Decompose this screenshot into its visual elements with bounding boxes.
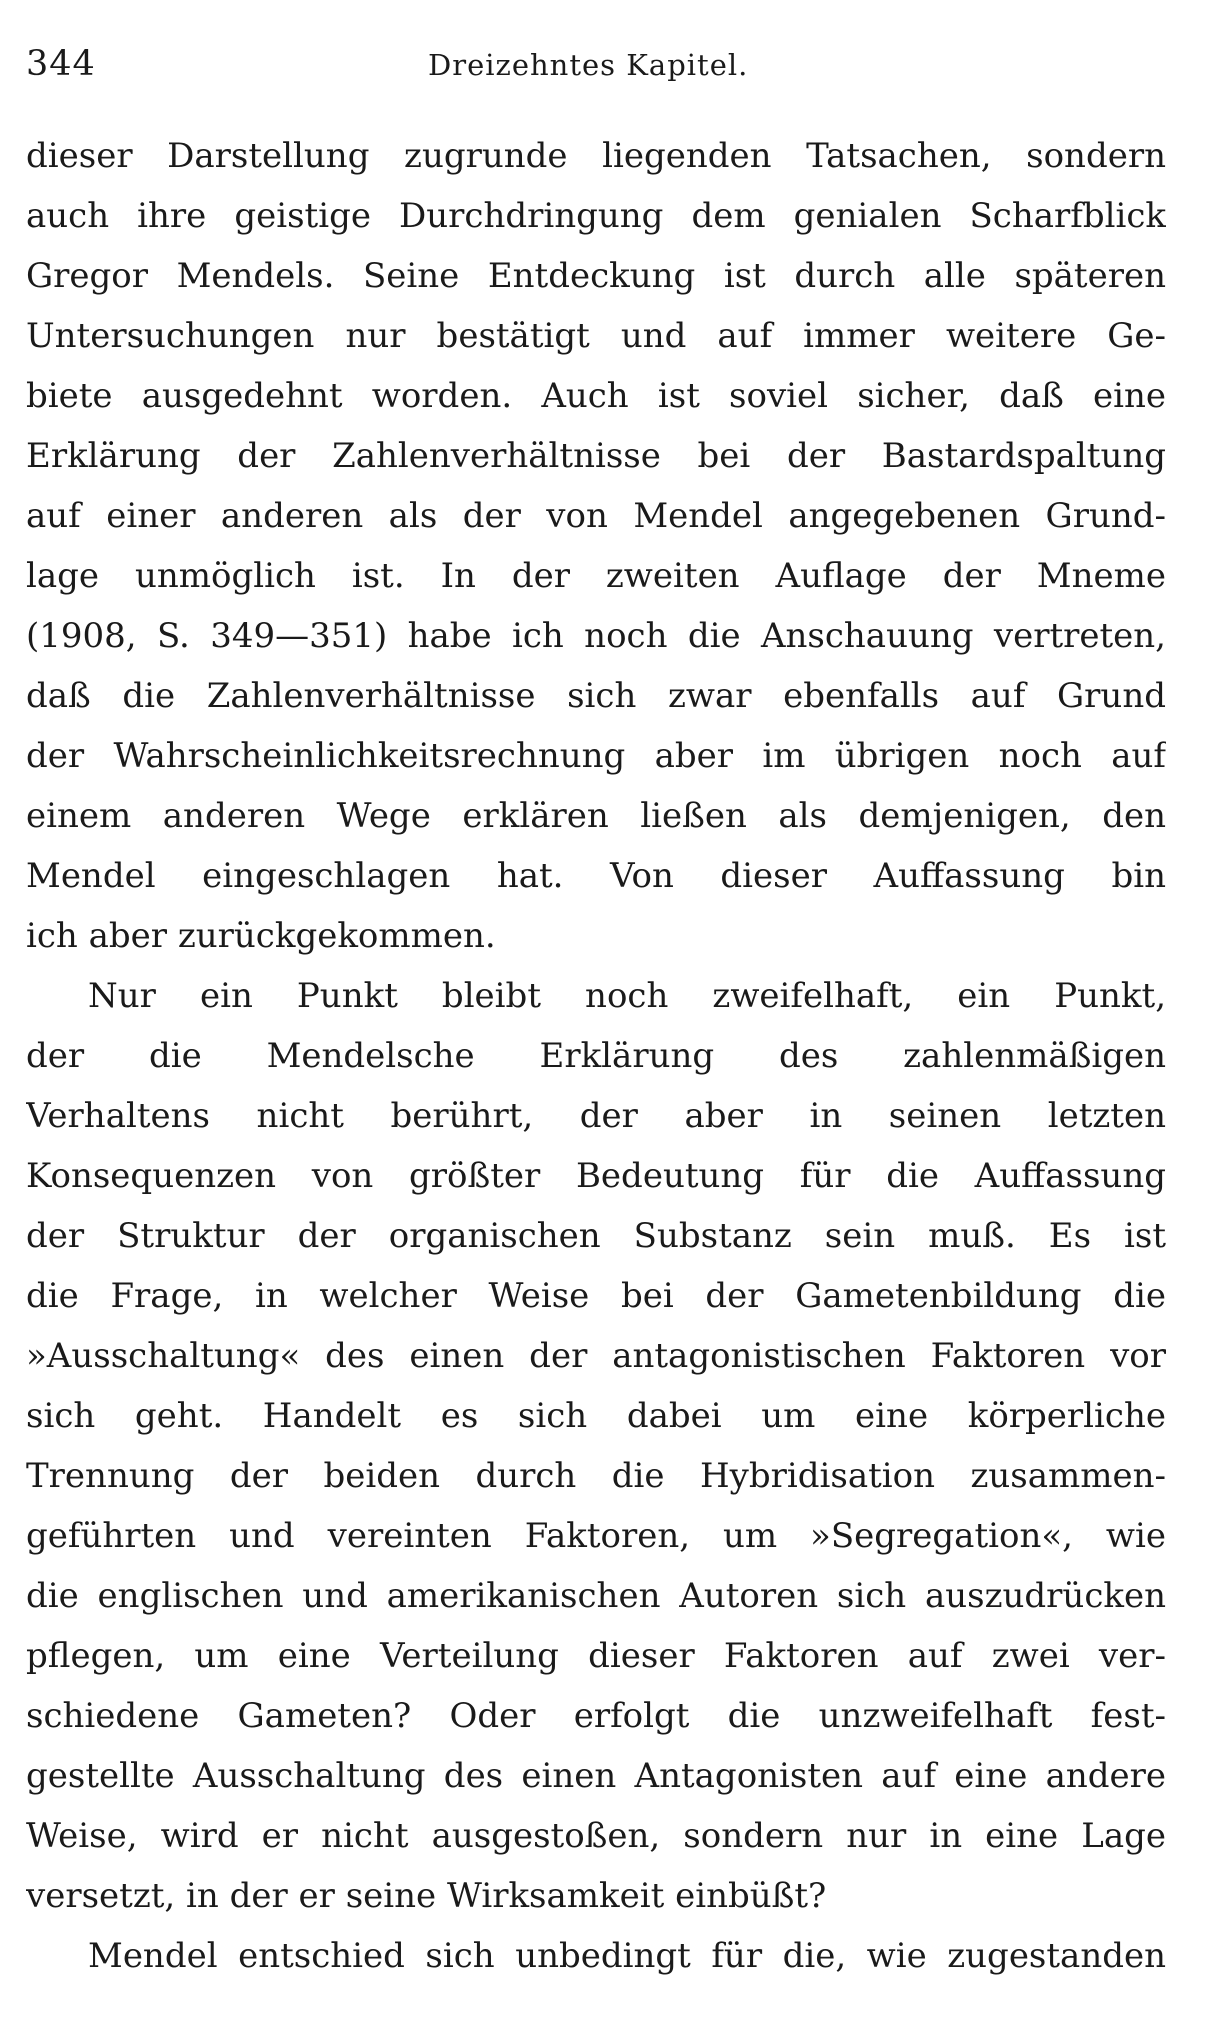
text-line: Trennung der beiden durch die Hybridisation zusammen- bbox=[26, 1456, 1166, 1496]
page-number: 344 bbox=[26, 44, 96, 84]
paragraph-2 bbox=[26, 966, 1166, 1926]
text-line: daß die Zahlenverhältnisse sich zwar ebenfalls auf Grund bbox=[26, 676, 1166, 716]
text-line: auf einer anderen als der von Mendel angegebenen Grund- bbox=[26, 496, 1166, 536]
text-line: Untersuchungen nur bestätigt und auf immer weitere Ge- bbox=[26, 316, 1166, 356]
text-line: der Struktur der organischen Substanz sein muß. Es ist bbox=[26, 1216, 1166, 1256]
running-head: Dreizehntes Kapitel. bbox=[428, 48, 749, 82]
text-line: sich geht. Handelt es sich dabei um eine körperliche bbox=[26, 1396, 1166, 1436]
text-line: »Ausschaltung« des einen der antagonistischen Faktoren vor bbox=[26, 1336, 1166, 1376]
text-line: der die Mendelsche Erklärung des zahlenmäßigen bbox=[26, 1036, 1166, 1076]
text-line: auch ihre geistige Durchdringung dem genialen Scharfblick bbox=[26, 196, 1166, 236]
text-line: Erklärung der Zahlenverhältnisse bei der Bastardspaltung bbox=[26, 436, 1166, 476]
text-line: ich aber zurückgekommen. bbox=[26, 916, 496, 956]
text-line: Nur ein Punkt bleibt noch zweifelhaft, ein Punkt, bbox=[88, 976, 1166, 1016]
text-line: der Wahrscheinlichkeitsrechnung aber im übrigen noch auf bbox=[26, 736, 1166, 776]
text-line: geführten und vereinten Faktoren, um »Segregation«, wie bbox=[26, 1516, 1166, 1556]
text-line: die Frage, in welcher Weise bei der Gametenbildung die bbox=[26, 1276, 1166, 1316]
text-line: pflegen, um eine Verteilung dieser Faktoren auf zwei ver- bbox=[26, 1636, 1166, 1676]
text-line: lage unmöglich ist. In der zweiten Auflage der Mneme bbox=[26, 556, 1166, 596]
text-line: Gregor Mendels. Seine Entdeckung ist durch alle späteren bbox=[26, 256, 1166, 296]
text-line: (1908, S. 349—351) habe ich noch die Anschauung vertreten, bbox=[26, 616, 1166, 656]
text-line: Weise, wird er nicht ausgestoßen, sondern nur in eine Lage bbox=[26, 1816, 1166, 1856]
text-line: gestellte Ausschaltung des einen Antagonisten auf eine andere bbox=[26, 1756, 1166, 1796]
text-line: versetzt, in der er seine Wirksamkeit einbüßt? bbox=[26, 1876, 827, 1916]
text-line: die englischen und amerikanischen Autoren sich auszudrücken bbox=[26, 1576, 1166, 1616]
page-header bbox=[26, 44, 1175, 94]
text-line: Mendel eingeschlagen hat. Von dieser Auffassung bin bbox=[26, 856, 1166, 896]
text-line: Mendel entschied sich unbedingt für die, wie zugestanden bbox=[88, 1936, 1166, 1976]
text-line: schiedene Gameten? Oder erfolgt die unzweifelhaft fest- bbox=[26, 1696, 1166, 1736]
paragraph-3 bbox=[26, 1926, 1166, 1986]
body-text bbox=[26, 126, 1166, 1986]
text-line: biete ausgedehnt worden. Auch ist soviel sicher, daß eine bbox=[26, 376, 1166, 416]
text-line: Konsequenzen von größter Bedeutung für die Auffassung bbox=[26, 1156, 1166, 1196]
paragraph-1 bbox=[26, 126, 1166, 966]
text-line: Verhaltens nicht berührt, der aber in seinen letzten bbox=[26, 1096, 1166, 1136]
text-line: einem anderen Wege erklären ließen als demjenigen, den bbox=[26, 796, 1166, 836]
text-line: dieser Darstellung zugrunde liegenden Tatsachen, sondern bbox=[26, 136, 1166, 176]
